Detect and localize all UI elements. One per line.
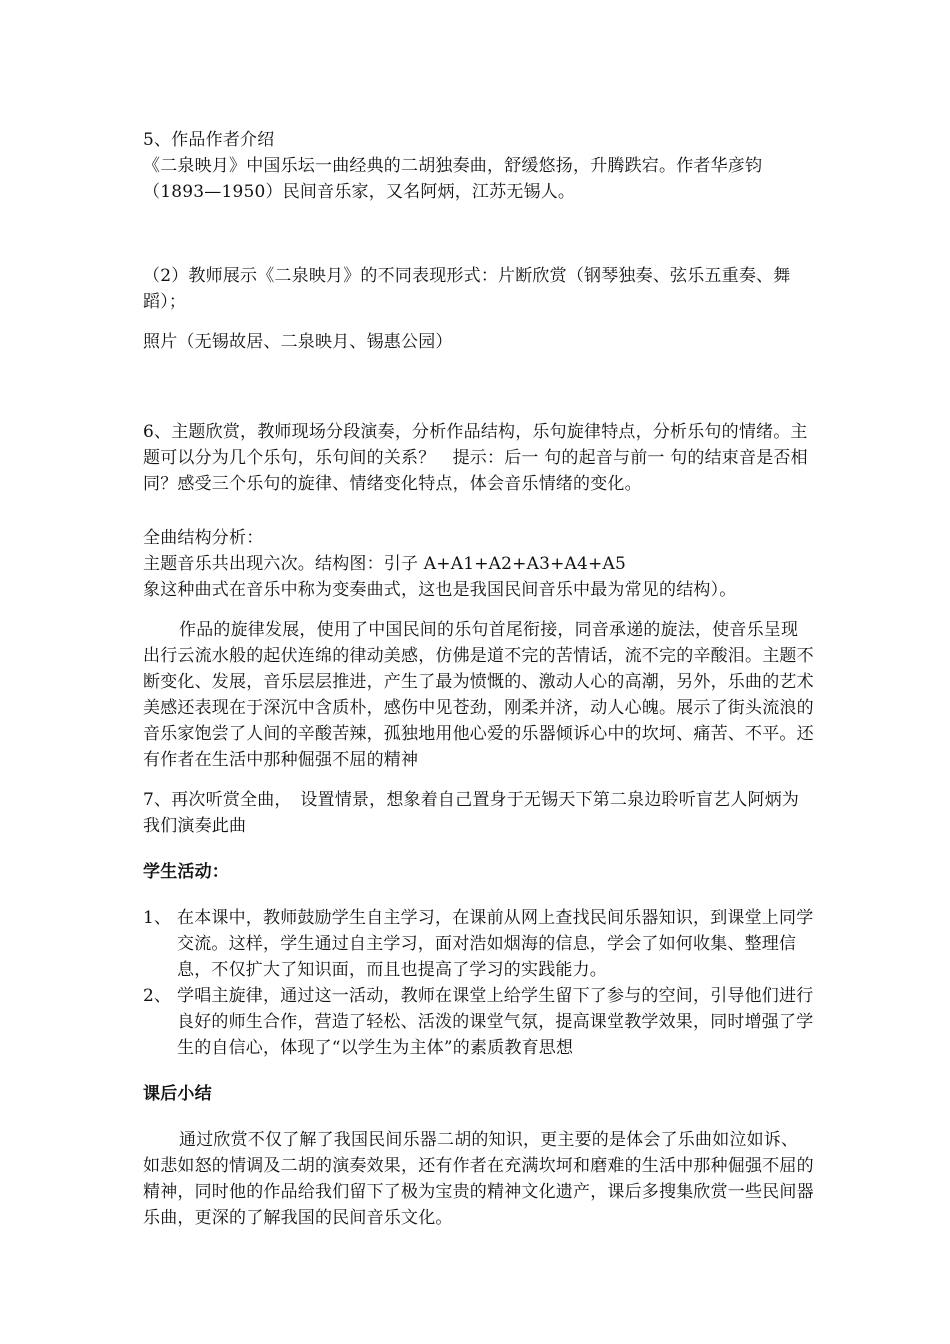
- list-item: [143, 983, 815, 1061]
- teacher-show-photos: 照片（无锡故居、二泉映月、锡惠公园）: [143, 332, 453, 352]
- summary-heading: 课后小结: [143, 1084, 212, 1104]
- spacer: [143, 1107, 815, 1127]
- structure-title: 全曲结构分析：: [143, 528, 264, 548]
- list-item-number: 2、: [143, 986, 172, 1006]
- spacer: [143, 355, 815, 419]
- structure-line2: 象这种曲式在音乐中称为变奏曲式，这也是我国民间音乐中最为常见的结构）。: [143, 580, 737, 600]
- student-activities-heading: 学生活动：: [143, 862, 229, 882]
- spacer: [143, 603, 815, 617]
- spacer: [143, 1061, 815, 1081]
- list-item: [143, 905, 815, 983]
- spacer: [143, 315, 815, 329]
- list-item-text: 学唱主旋律，通过这一活动，教师在课堂上给学生留下了参与的空间，引导他们进行良好的师生合作，营造了轻松、活泼的课堂气氛，提高课堂教学效果，同时增强了学生的自信心，体现了“以学生为主体”的素质教育思想: [177, 986, 814, 1058]
- section6-text: 6、主题欣赏，教师现场分段演奏，分析作品结构，乐句旋律特点，分析乐句的情绪。主题可以分为几个乐句，乐句间的关系？ 提示：后一 句的起音与前一 句的结束音是否相同？感受三个乐句的旋律、情绪变化特点，体会音乐情绪的变化。: [143, 422, 808, 494]
- section7-text: 7、再次听赏全曲， 设置情景，想象着自己置身于无锡天下第二泉边聆听盲艺人阿炳为我们演奏此曲: [143, 790, 800, 836]
- summary-paragraph: 通过欣赏不仅了解了我国民间乐器二胡的知识，更主要的是体会了乐曲如泣如诉、如悲如怒的情调及二胡的演奏效果，还有作者在充满坎坷和磨难的生活中那种倔强不屈的精神，同时他的作品给我们留下了极为宝贵的精神文化遗产，课后多搜集欣赏一些民间器乐曲，更深的了解我国的民间音乐文化。: [143, 1130, 814, 1228]
- list-item-number: 1、: [143, 908, 172, 928]
- structure-line1: 主题音乐共出现六次。结构图：引子 A+A1+A2+A3+A4+A5: [143, 554, 626, 574]
- spacer: [143, 497, 815, 525]
- structure-paragraph: 作品的旋律发展，使用了中国民间的乐句首尾衔接，同音承递的旋法，使音乐呈现出行云流水般的起伏连绵的律动美感，仿佛是道不完的苦情话，流不完的辛酸泪。主题不断变化、发展，音乐层层推进，产生了最为愤慨的、激动人心的高潮，另外，乐曲的艺术美感还表现在于深沉中含质朴，感伤中见苍劲，刚柔并济，动人心魄。展示了街头流浪的音乐家饱尝了人间的辛酸苦辣，孤独地用他心爱的乐器倾诉心中的坎坷、痛苦、不平。还有作者在生活中那种倔强不屈的精神: [143, 620, 814, 770]
- list-item-text: 在本课中，教师鼓励学生自主学习，在课前从网上查找民间乐器知识，到课堂上同学交流。这样，学生通过自主学习，面对浩如烟海的信息，学会了如何收集、整理信息，不仅扩大了知识面，而且也提高了学习的实践能力。: [177, 908, 814, 980]
- section5-heading: 5、作品作者介绍: [143, 130, 275, 150]
- spacer: [143, 839, 815, 859]
- section5-text: 《二泉映月》中国乐坛一曲经典的二胡独奏曲，舒缓悠扬，升腾跌宕。作者华彦钧（1893—1950）民间音乐家，又名阿炳，江苏无锡人。: [143, 156, 763, 202]
- spacer: [143, 205, 815, 263]
- activity-list: [143, 905, 815, 1061]
- spacer: [143, 885, 815, 905]
- spacer: [143, 773, 815, 787]
- document-page: [143, 127, 815, 1231]
- teacher-show-text: （2）教师展示《二泉映月》的不同表现形式：片断欣赏（钢琴独奏、弦乐五重奏、舞蹈）；: [143, 266, 791, 312]
